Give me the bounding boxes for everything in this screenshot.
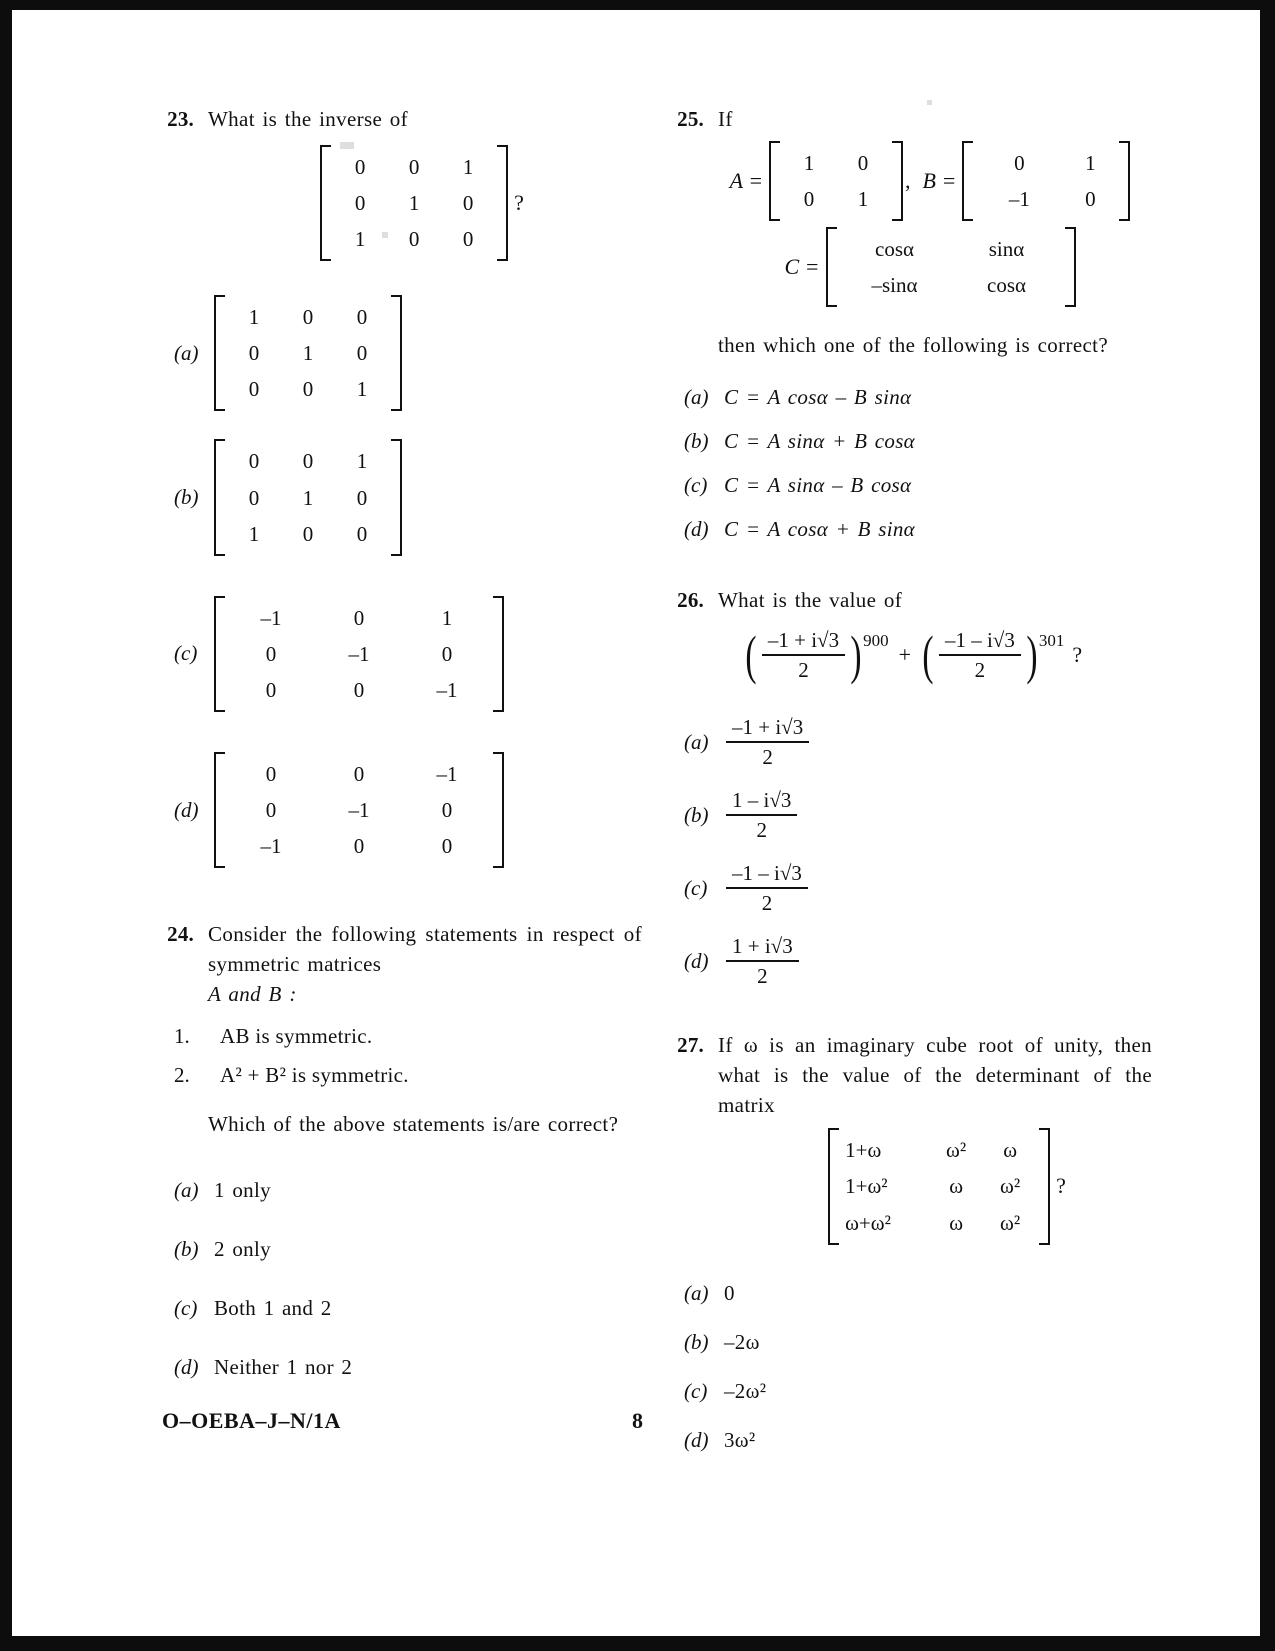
matrix-cell: 0	[1014, 150, 1025, 175]
fraction-numerator: –1 – i√3	[939, 628, 1021, 656]
bracket-left	[962, 141, 973, 221]
question-24	[162, 920, 642, 1379]
matrix-cell: 0	[354, 190, 366, 215]
matrix-cell: ω+ω²	[845, 1210, 891, 1235]
paren-close: )	[1026, 625, 1038, 686]
page-number: 8	[632, 1408, 643, 1433]
matrix-cell: 1	[356, 377, 368, 402]
statement-number: 2.	[174, 1062, 190, 1087]
matrix-cell: 0	[248, 377, 260, 402]
question-prompt-tail	[208, 980, 642, 1010]
matrix-cell: 0	[354, 154, 366, 179]
option-text: Neither 1 nor 2	[214, 1354, 353, 1379]
option-a[interactable]	[672, 385, 1152, 410]
bracket-right	[493, 752, 504, 868]
option-c[interactable]	[162, 596, 642, 712]
matrix-cell: 1	[248, 521, 260, 546]
option-text: C = A sinα – B cosα	[724, 473, 912, 498]
question-27	[672, 1031, 1152, 1453]
operator: +	[898, 642, 911, 668]
statement-text: AB is symmetric.	[220, 1023, 373, 1048]
option-d[interactable]	[162, 752, 642, 868]
option-label: (d)	[174, 1354, 199, 1379]
matrix-cell: 0	[302, 449, 314, 474]
fraction-denominator: 2	[756, 817, 767, 842]
exponent: 301	[1038, 631, 1065, 651]
matrix-cell: 1	[354, 227, 366, 252]
matrix-cell: 0	[803, 186, 815, 211]
matrix-cell: ω	[1003, 1138, 1018, 1163]
matrix-b-label: B =	[922, 167, 957, 193]
option-text: 2 only	[214, 1236, 271, 1261]
question-25-matrices-ab	[672, 141, 1152, 221]
statement-2	[162, 1063, 642, 1088]
matrix-cell: 0	[441, 834, 453, 859]
matrix-cell: 0	[248, 485, 260, 510]
option-fraction	[726, 861, 808, 916]
option-a[interactable]	[672, 715, 1152, 770]
matrix-cell: 0	[356, 341, 368, 366]
question-number: 24.	[167, 922, 194, 947]
matrix-cell: ω	[949, 1174, 964, 1199]
question-25-matrix-c	[672, 227, 1152, 307]
option-label: (d)	[684, 517, 709, 542]
option-fraction	[726, 934, 799, 989]
question-mark: ?	[514, 189, 524, 215]
matrix-cell: –1	[260, 605, 282, 630]
matrix-cell: 1	[1085, 150, 1096, 175]
option-text: C = A cosα – B sinα	[724, 385, 912, 410]
option-fraction	[726, 788, 797, 843]
question-prompt: If	[718, 107, 733, 131]
question-mark: ?	[1072, 642, 1083, 668]
matrix-cell: 1	[302, 485, 314, 510]
option-label: (c)	[684, 875, 708, 900]
fraction-numerator: –1 + i√3	[762, 628, 845, 656]
matrix-cell: –1	[348, 798, 370, 823]
question-26	[672, 586, 1152, 989]
option-text: 3ω²	[724, 1427, 756, 1452]
page-footer	[162, 1408, 1122, 1434]
bracket-right	[391, 439, 402, 555]
matrix-cell: 0	[248, 449, 260, 474]
fraction-denominator: 2	[757, 963, 768, 988]
matrix-cell: 0	[353, 605, 365, 630]
matrix-c	[826, 227, 1076, 307]
fraction-denominator: 2	[762, 744, 773, 769]
option-label: (b)	[684, 429, 709, 454]
question-prompt	[208, 920, 642, 1009]
fraction-numerator: 1 + i√3	[726, 934, 799, 962]
option-text: Both 1 and 2	[214, 1295, 332, 1320]
statement-1	[162, 1024, 642, 1049]
option-a[interactable]	[162, 295, 642, 411]
matrix-cell: 1	[441, 605, 453, 630]
option-label: (c)	[684, 473, 708, 498]
comma-separator: ,	[905, 167, 911, 193]
matrix-cell: 1	[408, 190, 420, 215]
fraction-numerator: 1 – i√3	[726, 788, 797, 816]
matrix-cell: 0	[265, 762, 277, 787]
prompt-tail-text: A and B :	[208, 982, 297, 1007]
matrix-cell: ω²	[1000, 1174, 1021, 1199]
option-a[interactable]	[162, 1178, 642, 1203]
option-c[interactable]	[672, 861, 1152, 916]
bracket-left	[214, 752, 225, 868]
bracket-right	[1039, 1128, 1050, 1244]
question-26-expression	[672, 625, 1152, 686]
matrix-cell: 0	[356, 485, 368, 510]
paper-code: O–OEBA–J–N/1A	[162, 1408, 341, 1433]
matrix-cell: 0	[353, 762, 365, 787]
option-label: (d)	[684, 948, 709, 973]
option-label: (b)	[684, 1329, 709, 1354]
bracket-left	[320, 145, 331, 261]
option-label: (a)	[684, 1280, 709, 1305]
question-prompt: What is the value of	[718, 588, 903, 613]
question-24-header	[162, 920, 642, 1009]
option-fraction	[726, 715, 809, 770]
bracket-right	[391, 295, 402, 411]
matrix-cell: 0	[408, 154, 420, 179]
question-prompt: If ω is an imaginary cube root of unity, then what is the value of the determinant of the matrix	[718, 1032, 1152, 1117]
matrix-cell: 1	[356, 449, 368, 474]
fraction-numerator: –1 + i√3	[726, 715, 809, 743]
option-b[interactable]	[162, 439, 642, 555]
question-number: 26.	[677, 588, 704, 613]
question-23-header	[162, 105, 642, 135]
fraction-numerator: –1 – i√3	[726, 861, 808, 889]
followup-text: then which one of the following is correct?	[718, 333, 1109, 358]
bracket-right	[892, 141, 903, 221]
matrix-cell: –1	[436, 678, 458, 703]
matrix-cell: 0	[462, 190, 474, 215]
option-label: (a)	[174, 340, 199, 365]
matrix-cell: 1	[302, 341, 314, 366]
option-text: –2ω	[724, 1329, 760, 1354]
option-label: (c)	[684, 1378, 708, 1403]
option-label: (d)	[174, 797, 199, 822]
statement-text: A² + B² is symmetric.	[220, 1062, 409, 1087]
matrix-cell: –1	[1008, 186, 1030, 211]
question-27-matrix	[672, 1128, 1152, 1244]
matrix-cell: 0	[302, 377, 314, 402]
bracket-right	[1065, 227, 1076, 307]
matrix-cell: 0	[857, 150, 869, 175]
option-text: 1 only	[214, 1177, 271, 1202]
question-25-header	[672, 105, 1152, 135]
option-label: (b)	[174, 1236, 199, 1261]
question-prompt-text: Consider the following statements in respect of symmetric matrices	[208, 922, 642, 977]
question-number: 27.	[677, 1032, 704, 1057]
matrix-cell: 0	[462, 227, 474, 252]
question-24-subprompt	[162, 1110, 642, 1140]
matrix-cell: 0	[441, 798, 453, 823]
matrix-cell: 0	[441, 641, 453, 666]
fraction-denominator: 2	[761, 890, 773, 915]
matrix-cell: 1	[462, 154, 474, 179]
option-label: (a)	[684, 385, 709, 410]
matrix-cell: 0	[408, 227, 420, 252]
matrix-cell: ω	[949, 1210, 964, 1235]
option-c[interactable]	[672, 473, 1152, 498]
left-column	[162, 105, 642, 1380]
option-c[interactable]	[162, 1296, 642, 1321]
matrix-cell: –1	[436, 762, 458, 787]
question-26-header	[672, 586, 1152, 616]
option-label: (a)	[684, 729, 709, 754]
option-label: (d)	[684, 1427, 709, 1452]
option-label: (c)	[174, 641, 198, 666]
question-prompt: What is the inverse of	[208, 107, 408, 131]
option-label: (c)	[174, 1295, 198, 1320]
option-c[interactable]	[672, 1379, 1152, 1404]
option-d[interactable]	[672, 934, 1152, 989]
fraction-term-2	[939, 628, 1021, 683]
option-b[interactable]	[672, 1330, 1152, 1355]
matrix-cell: 0	[356, 521, 368, 546]
bracket-right	[493, 596, 504, 712]
exponent: 900	[863, 631, 889, 651]
matrix-cell: 1	[803, 150, 815, 175]
matrix-cell: 0	[353, 678, 365, 703]
bracket-left	[828, 1128, 839, 1244]
question-25	[672, 105, 1152, 542]
question-number: 23.	[167, 107, 194, 131]
option-d[interactable]	[162, 1355, 642, 1380]
option-text: –2ω²	[724, 1378, 767, 1403]
matrix-cell: ω²	[946, 1138, 967, 1163]
matrix-a	[769, 141, 903, 221]
fraction-denominator: 2	[798, 657, 809, 682]
option-label: (b)	[174, 485, 199, 510]
matrix-cell: 0	[302, 521, 314, 546]
question-number: 25.	[677, 107, 704, 131]
statement-number: 1.	[174, 1023, 190, 1048]
matrix-cell: 1	[248, 305, 260, 330]
fraction-term-1	[762, 628, 845, 683]
bracket-right	[1119, 141, 1130, 221]
bracket-right	[497, 145, 508, 261]
option-text: 0	[724, 1280, 735, 1305]
option-text: C = A cosα + B sinα	[724, 517, 915, 542]
bracket-left	[214, 295, 225, 411]
matrix-cell: –sinα	[871, 273, 918, 298]
option-label: (a)	[174, 1177, 199, 1202]
option-matrix	[214, 295, 402, 411]
fraction-denominator: 2	[974, 657, 986, 682]
paren-open: (	[745, 625, 757, 686]
option-text: C = A sinα + B cosα	[724, 429, 915, 454]
matrix-cell: 1+ω	[845, 1138, 882, 1163]
matrix-cell: –1	[348, 641, 370, 666]
matrix-cell: sinα	[988, 237, 1025, 262]
matrix-cell: 1	[857, 186, 869, 211]
matrix-cell: ω²	[1000, 1210, 1021, 1235]
option-d[interactable]	[672, 517, 1152, 542]
option-b[interactable]	[162, 1237, 642, 1262]
matrix-cell: 0	[302, 305, 314, 330]
matrix-cell: 1+ω²	[845, 1174, 888, 1199]
bracket-left	[214, 596, 225, 712]
option-a[interactable]	[672, 1281, 1152, 1306]
option-label: (b)	[684, 802, 709, 827]
question-mark: ?	[1056, 1173, 1066, 1199]
right-column	[672, 105, 1152, 1453]
paren-open: (	[922, 625, 934, 686]
matrix-cell: 0	[1085, 186, 1096, 211]
bracket-left	[214, 439, 225, 555]
matrix-cell: cosα	[875, 237, 915, 262]
question-line: Which of the above statements is/are correct?	[208, 1111, 619, 1136]
question-23	[162, 105, 642, 868]
matrix-cell: 0	[356, 305, 368, 330]
question-27-header	[672, 1031, 1152, 1120]
paren-close: )	[850, 625, 862, 686]
bracket-left	[769, 141, 780, 221]
page-sheet	[12, 10, 1260, 1636]
matrix-cell: 0	[265, 798, 277, 823]
matrix-b	[962, 141, 1130, 221]
matrix-a-label: A =	[729, 167, 764, 193]
matrix-cell: 0	[265, 678, 277, 703]
matrix-cell: cosα	[987, 273, 1027, 298]
bracket-left	[826, 227, 837, 307]
option-matrix	[214, 752, 504, 868]
option-matrix	[214, 439, 402, 555]
option-b[interactable]	[672, 788, 1152, 843]
option-b[interactable]	[672, 429, 1152, 454]
matrix-cell: 0	[265, 641, 277, 666]
matrix-cell: 0	[248, 341, 260, 366]
matrix-cell: 0	[353, 834, 365, 859]
option-matrix	[214, 596, 504, 712]
matrix-c-label: C =	[784, 254, 820, 280]
question-23-stem-matrix	[162, 145, 642, 261]
matrix-cell: –1	[260, 834, 282, 859]
question-25-followup	[672, 331, 1152, 361]
